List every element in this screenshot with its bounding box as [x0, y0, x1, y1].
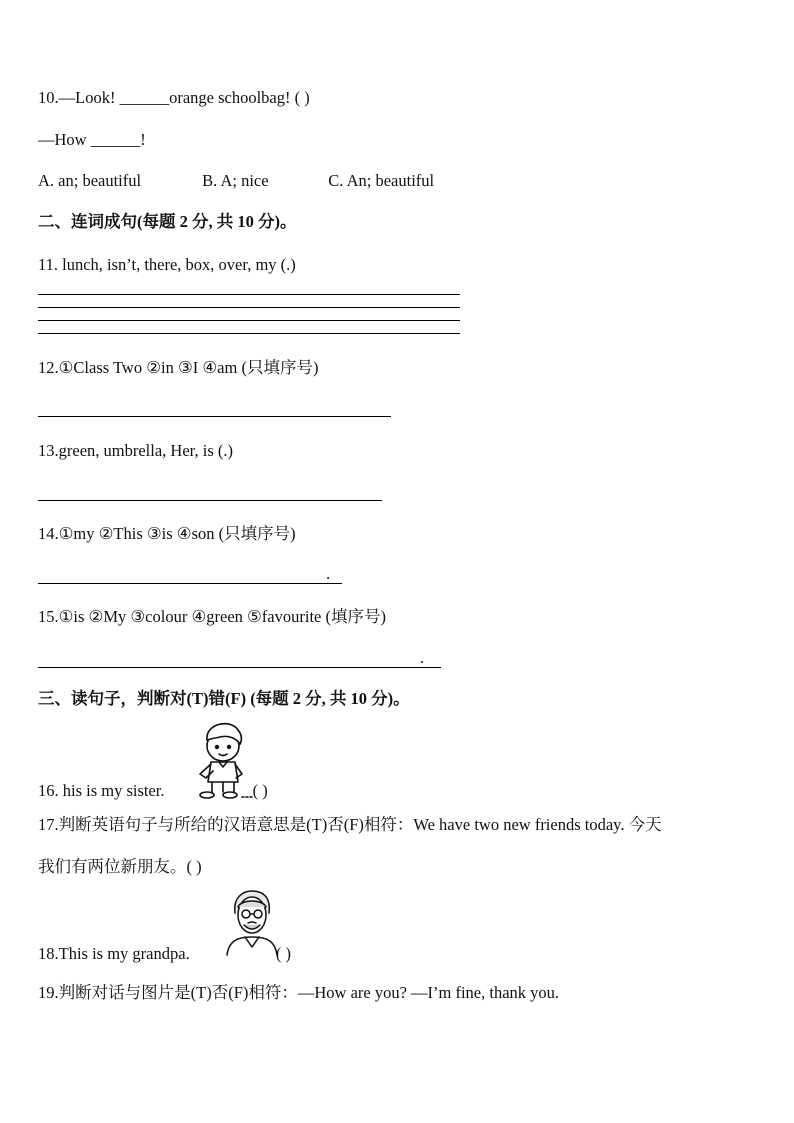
q15-period: . — [420, 648, 425, 667]
q10-option-c: C. An; beautiful — [328, 171, 435, 190]
q18-text: 18.This is my grandpa. — [38, 944, 190, 963]
q16-row — [38, 780, 268, 802]
section2-title: 二、连词成句(每题 2 分, 共 10 分)。 — [38, 212, 297, 231]
q12-text: 12.①Class Two ②in ③I ④am (只填序号) — [38, 358, 319, 377]
q14-answer-line — [38, 583, 342, 584]
q14-text: 14.①my ②This ③is ④son (只填序号) — [38, 524, 296, 543]
q15-answer-line — [38, 667, 441, 668]
q10-option-b: B. A; nice — [202, 171, 269, 190]
q13-answer-line — [38, 500, 382, 501]
q10-option-a: A. an; beautiful — [38, 171, 142, 190]
q12-answer-line — [38, 416, 391, 417]
q16-text: 16. his is my sister. — [38, 781, 165, 800]
q11-answer-line-1 — [38, 294, 460, 295]
q10-line2: —How ______! — [38, 130, 146, 149]
q16-answer-paren: ( ) — [252, 781, 268, 800]
q18-answer-paren: ( ) — [275, 944, 291, 963]
q13-text: 13.green, umbrella, Her, is (.) — [38, 441, 233, 460]
q17-line2: 我们有两位新朋友。( ) — [38, 857, 202, 876]
q15-text: 15.①is ②My ③colour ④green ⑤favourite (填序号) — [38, 607, 386, 626]
q10-line1: 10.—Look! ______orange schoolbag! ( ) — [38, 88, 310, 107]
q11-text: 11. lunch, isn’t, there, box, over, my (.) — [38, 255, 296, 274]
section3-title: 三、读句子，判断对(T)错(F) (每题 2 分, 共 10 分)。 — [38, 689, 410, 708]
q14-period: . — [326, 564, 331, 583]
q17-line1: 17.判断英语句子与所给的汉语意思是(T)否(F)相符：We have two new friends today. 今天 — [38, 815, 662, 834]
q18-row — [38, 943, 291, 965]
q11-answer-line-2 — [38, 307, 460, 308]
q19-text: 19.判断对话与图片是(T)否(F)相符：—How are you? —I’m fine, thank you. — [38, 983, 560, 1002]
q11-answer-line-3 — [38, 320, 460, 321]
q10-options — [38, 170, 434, 192]
q11-answer-line-4 — [38, 333, 460, 334]
